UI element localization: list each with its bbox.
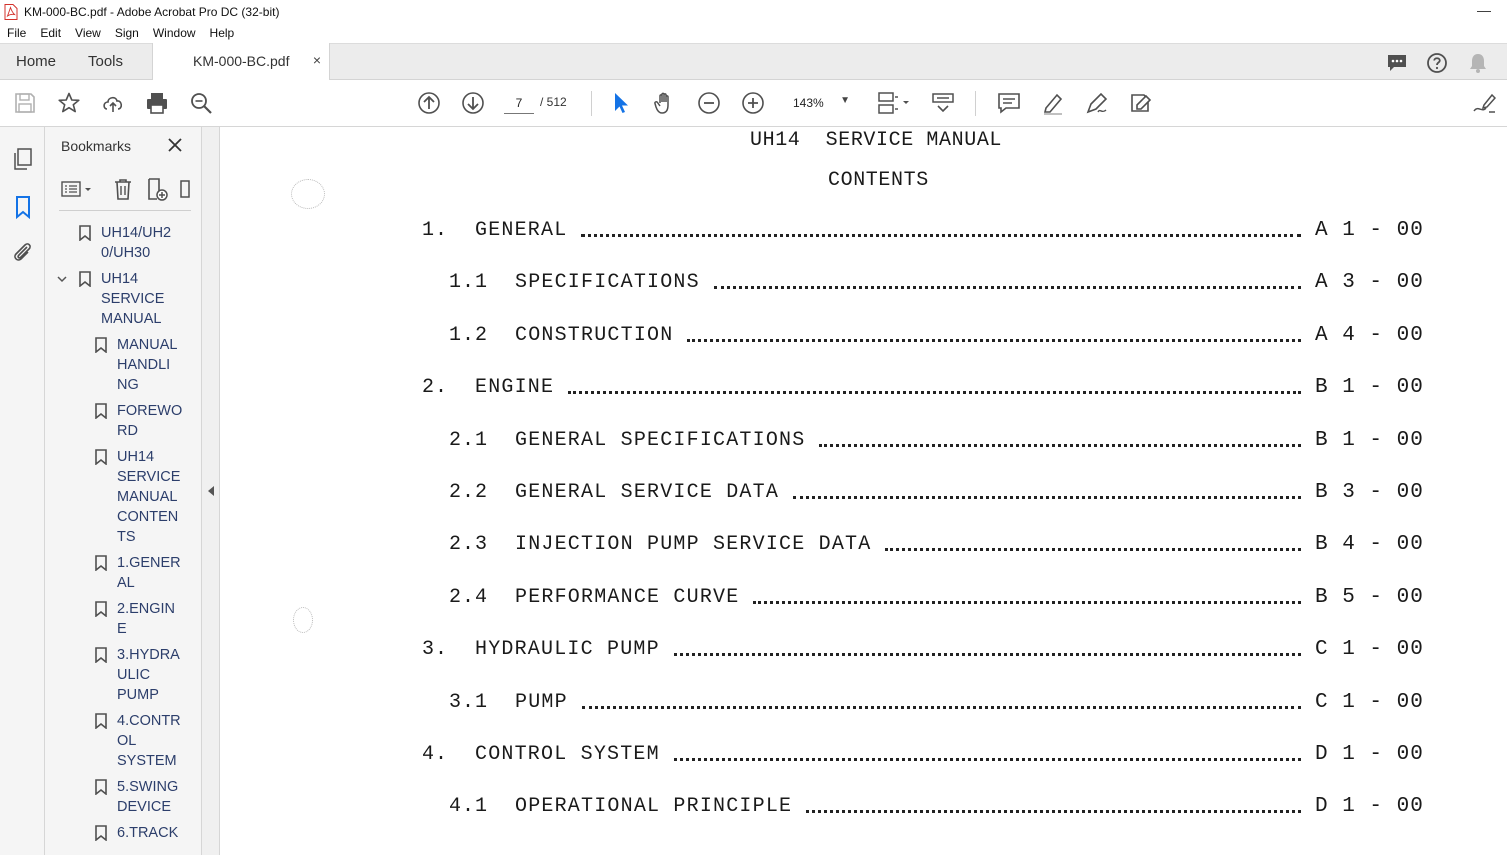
acrobat-pdf-icon — [4, 4, 18, 20]
close-panel-icon[interactable] — [167, 137, 183, 153]
bookmark-icon — [95, 647, 107, 663]
bookmark-label-line: CONTEN — [117, 509, 179, 525]
bookmark-icon — [95, 713, 107, 729]
bookmark-item[interactable] — [117, 447, 183, 547]
toc-number: 2.3 — [449, 533, 489, 557]
bookmark-panel-icon[interactable] — [11, 195, 35, 219]
bookmark-icon — [79, 271, 91, 287]
document-subheading: CONTENTS — [828, 169, 929, 192]
toc-dot-leader — [582, 703, 1301, 709]
bookmark-label-line: UH14 — [101, 271, 139, 287]
bookmark-icon — [95, 555, 107, 571]
attachment-paperclip-icon[interactable] — [11, 240, 35, 264]
chevron-down-icon[interactable] — [56, 273, 68, 285]
menu-bar — [0, 23, 1507, 43]
bookmarks-panel — [45, 127, 202, 855]
tools-pen-icon[interactable] — [1472, 91, 1496, 115]
bookmark-item[interactable] — [117, 711, 183, 771]
bookmark-label-line: NG — [117, 377, 139, 393]
toc-dot-leader — [568, 388, 1301, 394]
toc-number: 1. — [422, 219, 449, 242]
toc-label: GENERAL SPECIFICATIONS — [515, 428, 806, 452]
page-total: / 512 — [540, 95, 567, 109]
toc-number: 3. — [422, 638, 449, 662]
bookmark-label-line: E — [117, 621, 127, 637]
window-title: KM-000-BC.pdf - Adobe Acrobat Pro DC (32-bit) — [24, 4, 280, 19]
zoom-level-value: 143% — [793, 96, 824, 110]
main-toolbar — [0, 80, 1507, 127]
help-icon[interactable] — [1426, 52, 1448, 74]
chevron-down-icon: ▼ — [840, 95, 850, 106]
bookmark-label-line: 4.CONTR — [117, 713, 181, 729]
toc-page-reference: D 1 - 00 — [1315, 795, 1424, 819]
toc-label: ENGINE — [475, 376, 555, 400]
toc-dot-leader — [581, 231, 1301, 237]
bookmark-label-line: 3.HYDRA — [117, 647, 180, 663]
bookmark-label-line: 5.SWING — [117, 779, 179, 795]
zoom-out-icon[interactable] — [697, 91, 721, 115]
toc-page-reference: B 1 - 00 — [1315, 428, 1424, 452]
toc-label: SPECIFICATIONS — [515, 271, 700, 295]
bookmark-label-line: AL — [117, 575, 135, 591]
document-page[interactable] — [221, 127, 1507, 855]
toc-number: 1.2 — [449, 323, 489, 347]
toc-page-reference: B 5 - 00 — [1315, 585, 1424, 609]
bookmark-item[interactable] — [117, 553, 183, 593]
bookmark-item[interactable] — [101, 269, 177, 329]
bookmark-label-line: OL — [117, 733, 137, 749]
close-tab-icon[interactable]: × — [312, 52, 321, 68]
bookmark-label-line: MANUAL — [101, 311, 162, 327]
title-bar — [0, 0, 1507, 23]
print-icon[interactable] — [145, 91, 169, 115]
bookmark-icon — [95, 337, 107, 353]
menu-edit[interactable]: Edit — [40, 26, 62, 40]
new-bookmark-icon[interactable] — [145, 177, 169, 201]
toc-entry[interactable] — [221, 376, 1507, 406]
page-thumbnails-icon[interactable] — [11, 147, 35, 171]
toc-page-reference: B 4 - 00 — [1315, 533, 1424, 557]
bookmark-label-line: FOREWO — [117, 403, 183, 419]
tab-document[interactable] — [152, 43, 330, 81]
document-heading: UH14 SERVICE MANUAL — [750, 129, 1003, 152]
toc-page-reference: C 1 - 00 — [1315, 638, 1424, 662]
share-edit-icon[interactable] — [1129, 91, 1153, 115]
menu-help[interactable]: Help — [209, 26, 235, 40]
tab-bar — [0, 43, 1507, 80]
bookmark-icon — [95, 601, 107, 617]
bookmark-label-line: UH14/UH2 — [101, 225, 172, 241]
toc-entry[interactable] — [221, 743, 1507, 773]
menu-sign[interactable]: Sign — [114, 26, 139, 40]
menu-view[interactable]: View — [75, 26, 101, 40]
toc-dot-leader — [806, 807, 1301, 813]
zoom-level-dropdown[interactable] — [783, 92, 853, 114]
toc-entry[interactable] — [221, 691, 1507, 721]
page-layout-icon[interactable] — [876, 91, 912, 115]
toc-label: OPERATIONAL PRINCIPLE — [515, 795, 793, 819]
star-icon[interactable] — [57, 91, 81, 115]
sign-pen-icon[interactable] — [1085, 91, 1109, 115]
toc-label: HYDRAULIC PUMP — [475, 638, 660, 662]
toc-entry[interactable] — [221, 219, 1507, 249]
toc-entry[interactable] — [221, 271, 1507, 301]
bookmark-toolbar — [59, 177, 199, 203]
bookmark-item[interactable] — [117, 335, 183, 395]
expand-bookmark-icon[interactable] — [179, 177, 191, 201]
bookmark-label-line: RD — [117, 423, 138, 439]
hand-tool-icon[interactable] — [653, 91, 677, 115]
zoom-in-icon[interactable] — [741, 91, 765, 115]
bookmark-label-line: MANUAL — [117, 337, 178, 353]
select-cursor-icon[interactable] — [609, 91, 633, 115]
toc-label: PUMP — [515, 690, 568, 714]
scrolling-mode-icon[interactable] — [931, 91, 955, 115]
bookmark-label-line: 6.TRACK — [117, 825, 179, 841]
bookmarks-title: Bookmarks — [61, 138, 132, 154]
bookmark-label-line: SERVICE — [101, 291, 165, 307]
toolbar-divider — [591, 91, 592, 116]
toc-page-reference: A 4 - 00 — [1315, 323, 1424, 347]
toc-number: 2.4 — [449, 585, 489, 609]
menu-window[interactable]: Window — [152, 26, 196, 40]
panel-collapse-strip[interactable] — [202, 127, 220, 855]
toc-page-reference: B 3 - 00 — [1315, 481, 1424, 504]
tab-tools[interactable]: Tools — [88, 53, 124, 70]
document-tab-label: KM-000-BC.pdf — [193, 53, 290, 69]
bookmark-item[interactable] — [117, 777, 183, 817]
toc-number: 2.2 — [449, 481, 489, 504]
toc-dot-leader — [687, 336, 1301, 342]
comment-bubble-icon[interactable] — [1386, 52, 1408, 74]
bookmark-toolbar-divider — [59, 210, 191, 211]
toc-entry[interactable] — [221, 429, 1507, 459]
toc-label: INJECTION PUMP SERVICE DATA — [515, 533, 872, 557]
bookmark-item[interactable] — [117, 401, 183, 441]
notification-bell-icon[interactable] — [1467, 52, 1489, 74]
bookmark-label-line: SERVICE — [117, 469, 181, 485]
bookmark-label-line: 2.ENGIN — [117, 601, 176, 617]
toc-label: CONSTRUCTION — [515, 323, 674, 347]
toc-page-reference: D 1 - 00 — [1315, 743, 1424, 766]
toc-number: 4.1 — [449, 795, 489, 819]
delete-bookmark-icon[interactable] — [111, 177, 135, 201]
toc-entry[interactable] — [221, 638, 1507, 668]
bookmark-options-icon[interactable] — [61, 177, 95, 201]
previous-page-icon[interactable] — [417, 91, 441, 115]
toc-label: CONTROL SYSTEM — [475, 743, 660, 766]
toc-page-reference: C 1 - 00 — [1315, 690, 1424, 714]
bookmark-icon — [95, 779, 107, 795]
scan-artifact — [291, 179, 325, 209]
toc-entry[interactable] — [221, 481, 1507, 511]
toc-dot-leader — [819, 441, 1301, 447]
collapse-panel-icon[interactable] — [207, 485, 215, 497]
toc-dot-leader — [674, 755, 1301, 761]
minimize-button[interactable]: — — [1477, 2, 1491, 18]
bookmark-item[interactable] — [117, 645, 183, 705]
highlight-pen-icon[interactable] — [1041, 91, 1065, 115]
save-icon[interactable] — [13, 91, 37, 115]
toc-entry[interactable] — [221, 586, 1507, 616]
bookmark-label-line: PUMP — [117, 687, 159, 703]
next-page-icon[interactable] — [461, 91, 485, 115]
toc-number: 1.1 — [449, 271, 489, 295]
bookmark-label-line: DEVICE — [117, 799, 171, 815]
toc-label: PERFORMANCE CURVE — [515, 585, 740, 609]
toc-label: GENERAL SERVICE DATA — [515, 481, 780, 504]
bookmark-icon — [95, 403, 107, 419]
toc-entry[interactable] — [221, 533, 1507, 563]
toc-page-reference: A 1 - 00 — [1315, 219, 1424, 242]
toolbar-divider — [975, 91, 976, 116]
toc-entry[interactable] — [221, 795, 1507, 825]
bookmark-label-line: ULIC — [117, 667, 151, 683]
bookmark-item[interactable] — [117, 823, 183, 843]
toc-number: 3.1 — [449, 690, 489, 714]
left-navigation-rail — [0, 127, 45, 855]
bookmark-label-line: HANDLI — [117, 357, 171, 373]
toc-dot-leader — [753, 598, 1301, 604]
toc-dot-leader — [793, 493, 1301, 499]
zoom-search-icon[interactable] — [189, 91, 213, 115]
bookmark-label-line: 1.GENER — [117, 555, 181, 571]
bookmark-label-line: TS — [117, 529, 136, 545]
toc-page-reference: A 3 - 00 — [1315, 271, 1424, 295]
menu-file[interactable]: File — [7, 26, 27, 40]
toc-dot-leader — [714, 283, 1301, 289]
bookmark-label-line: SYSTEM — [117, 753, 177, 769]
bookmark-icon — [95, 825, 107, 841]
comment-icon[interactable] — [997, 91, 1021, 115]
bookmark-item[interactable] — [101, 223, 177, 263]
upload-cloud-icon[interactable] — [101, 91, 125, 115]
tab-home[interactable]: Home — [16, 53, 57, 70]
toc-entry[interactable] — [221, 324, 1507, 354]
toc-dot-leader — [674, 650, 1301, 656]
bookmark-label-line: UH14 — [117, 449, 155, 465]
toc-number: 2.1 — [449, 428, 489, 452]
bookmark-icon — [79, 225, 91, 241]
bookmark-label-line: MANUAL — [117, 489, 178, 505]
toc-label: GENERAL — [475, 219, 568, 242]
bookmark-item[interactable] — [117, 599, 183, 639]
bookmark-label-line: 0/UH30 — [101, 245, 151, 261]
toc-page-reference: B 1 - 00 — [1315, 376, 1424, 400]
toc-number: 2. — [422, 376, 449, 400]
toc-dot-leader — [885, 545, 1301, 551]
bookmark-icon — [95, 449, 107, 465]
page-number-input[interactable] — [504, 92, 534, 114]
toc-number: 4. — [422, 743, 449, 766]
